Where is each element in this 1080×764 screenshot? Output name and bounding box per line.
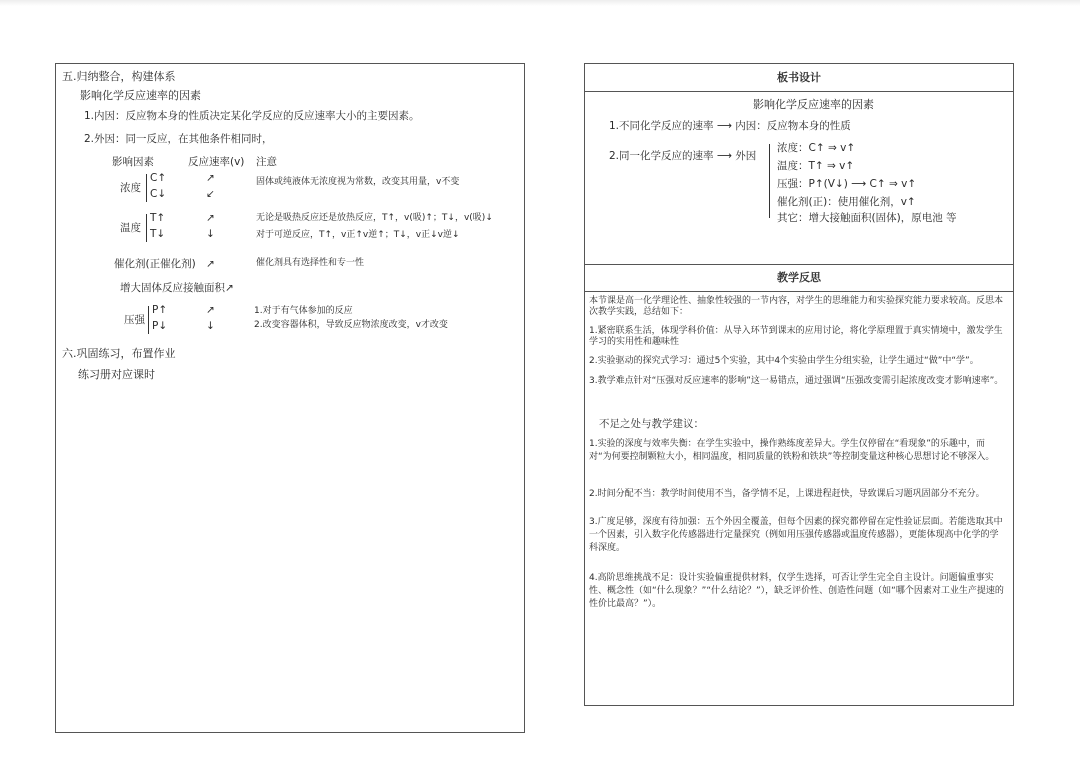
cat-note: 催化剂具有选择性和专一性	[256, 258, 365, 268]
reflection-point-3: 3.教学难点针对“压强对反应速率的影响”这一易错点，通过强调“压强改变需引起浓度改变才影响速率”。	[589, 376, 1004, 386]
temp-note-1: 无论是吸热反应还是放热反应，T↑，v(吸)↑；T↓，v(吸)↓	[256, 213, 493, 223]
factor-pressure: 压强	[124, 314, 145, 326]
conc-note: 固体或纯液体无浓度视为常数，改变其用量，v不变	[256, 177, 460, 187]
outer-factor: 2.外因：同一反应，在其他条件相同时，	[84, 133, 273, 145]
topic-heading: 影响化学反应速率的因素	[80, 89, 201, 102]
pres-up: P↑	[152, 304, 168, 316]
reflection-intro: 本节课是高一化学理论性、抽象性较强的一节内容，对学生的思维能力和实验探究能力要求较高。反思本次教学实践，总结如下：	[589, 296, 1004, 318]
pres-note-1: 1.对于有气体参加的反应	[254, 306, 353, 316]
factor-catalyst: 催化剂(正催化剂)	[114, 258, 196, 270]
arrow-up-icon: ↗	[206, 304, 215, 316]
board-item-other: 其它：增大接触面积(固体)，原电池 等	[777, 212, 957, 224]
board-design-header: 板书设计	[585, 64, 1013, 92]
shortcoming-1: 1.实验的深度与效率失衡：在学生实验中，操作熟练度差异大。学生仅停留在“看现象”的乐趣中，而对“为何要控制颗粒大小，相同温度，相同质量的铁粉和铁块”等控制变量这种核心思想讨论不够深入。	[589, 439, 995, 463]
arrow-down-icon: ↓	[206, 320, 215, 332]
brace	[146, 174, 147, 202]
factor-temperature: 温度	[120, 222, 141, 234]
temp-note-2: 对于可逆反应，T↑，v正↑v逆↑；T↓，v正↓v逆↓	[256, 230, 460, 240]
pres-note-2: 2.改变容器体积，导致反应物浓度改变，v才改变	[254, 320, 448, 330]
temp-up: T↑	[150, 212, 166, 224]
shortcoming-2: 2.时间分配不当：教学时间使用不当，备学情不足，上课进程赶快，导致课后习题巩固部分不充分。	[589, 489, 985, 499]
board-item-concentration: 浓度：C↑ ⇒ v↑	[777, 142, 856, 154]
temp-down: T↓	[150, 228, 166, 240]
conc-up: C↑	[150, 172, 167, 184]
reflection-header: 教学反思	[585, 264, 1013, 292]
reflection-point-1: 1.紧密联系生活，体现学科价值：从导入环节到课末的应用讨论，将化学原理置于真实情境中，激发学生学习的实用性和趣味性	[589, 326, 1003, 348]
board-item-temperature: 温度：T↑ ⇒ v↑	[777, 160, 855, 172]
section5-title: 五.归纳整合，构建体系	[62, 70, 176, 83]
reflection-point-2: 2.实验驱动的探究式学习：通过5个实验，其中4个实验由学生分组实验，让学生通过“做”中“学”。	[589, 356, 979, 366]
section6-title: 六.巩固练习，布置作业	[62, 347, 176, 360]
shortcoming-4: 4.高阶思维挑战不足：设计实验偏重提供材料，仅学生选择，可否让学生完全自主设计。问题偏重事实性、概念性（如“什么现象？”“什么结论？”），缺乏评价性、创造性问题（如“哪个因素对工业生产提速的性价比最高？”）。	[589, 573, 1004, 610]
left-page	[55, 63, 525, 733]
arrow-down-icon: ↙	[206, 188, 215, 200]
board-item-pressure: 压强：P↑(V↓) ⟶ C↑ ⇒ v↑	[777, 178, 917, 190]
brace	[769, 144, 770, 218]
inner-factor: 1.内因：反应物本身的性质决定某化学反应的反应速率大小的主要因素。	[84, 110, 420, 122]
shortcoming-3: 3.广度足够，深度有待加强：五个外因全覆盖，但每个因素的探究都停留在定性验证层面。若能选取其中一个因素，引入数字化传感器进行定量探究（例如用压强传感器或温度传感器），更能体现高中化学的学科深度。	[589, 517, 1003, 554]
pres-down: P↓	[152, 320, 168, 332]
brace	[148, 306, 149, 334]
shortcomings-heading: 不足之处与教学建议：	[599, 418, 704, 430]
scan-edge-top	[0, 0, 1080, 6]
col-header-factor: 影响因素	[112, 156, 154, 168]
brace	[146, 214, 147, 242]
factor-concentration: 浓度	[120, 182, 141, 194]
arrow-down-icon: ↓	[206, 228, 215, 240]
arrow-up-icon: ↗	[206, 212, 215, 224]
board-item-catalyst: 催化剂(正)：使用催化剂，v↑	[777, 196, 916, 208]
conc-down: C↓	[150, 188, 167, 200]
arrow-up-icon: ↗	[206, 172, 215, 184]
board-title: 影响化学反应速率的因素	[753, 98, 874, 111]
col-header-note: 注意	[256, 156, 277, 168]
right-page	[584, 63, 1014, 706]
col-header-rate: 反应速率(v)	[188, 156, 245, 168]
factor-surface-area: 增大固体反应接触面积↗	[120, 282, 234, 294]
board-line-2: 2.同一化学反应的速率 ⟶ 外因	[609, 150, 757, 162]
homework-text: 练习册对应课时	[78, 368, 155, 381]
arrow-up-icon: ↗	[206, 258, 215, 270]
board-line-1: 1.不同化学反应的速率 ⟶ 内因：反应物本身的性质	[609, 120, 851, 132]
